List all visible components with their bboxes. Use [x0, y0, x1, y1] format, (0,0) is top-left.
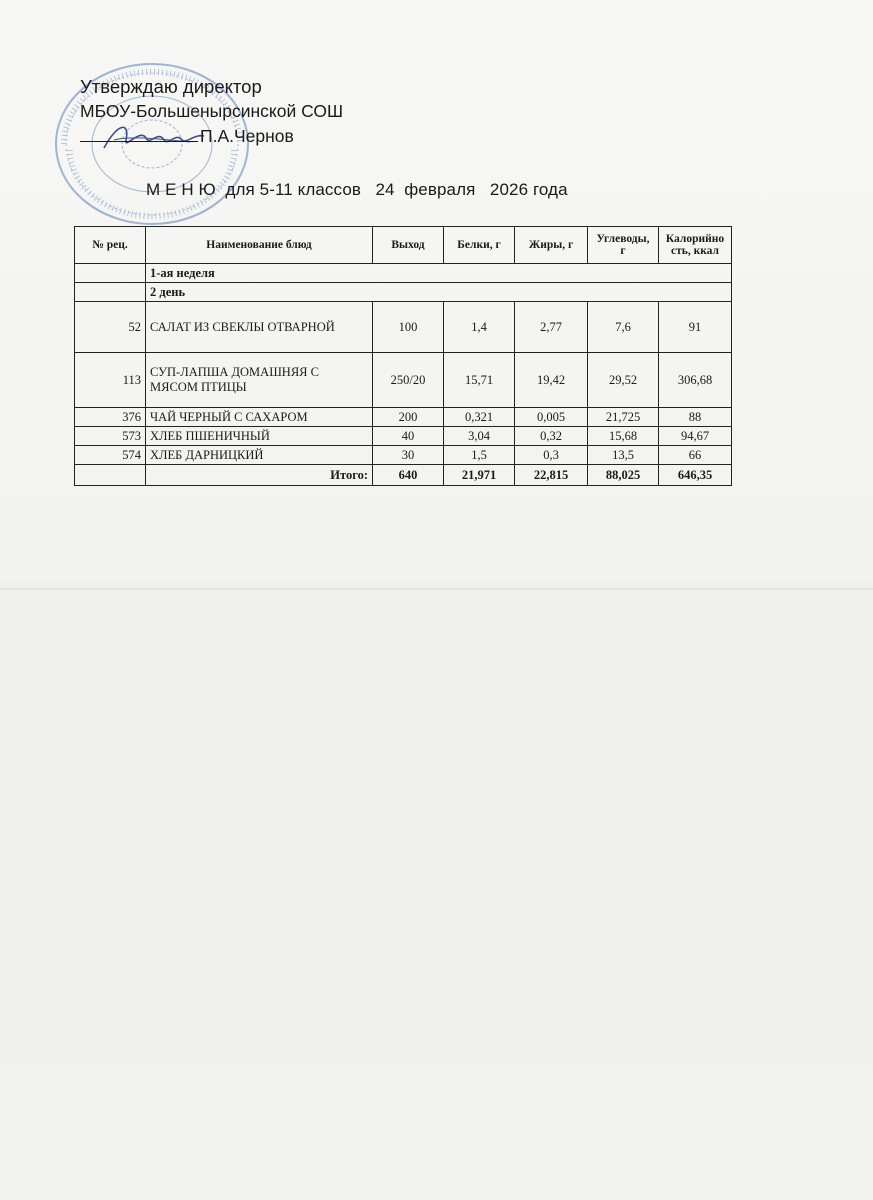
table-row	[75, 446, 732, 465]
yield-cell: 200	[373, 408, 444, 427]
director-line	[80, 124, 343, 149]
day-row	[75, 283, 732, 302]
dish-name: ЧАЙ ЧЕРНЫЙ С САХАРОМ	[146, 408, 373, 427]
director-name: П.А.Чернов	[200, 126, 294, 146]
dish-name: ХЛЕБ ДАРНИЦКИЙ	[146, 446, 373, 465]
table-row	[75, 302, 732, 353]
total-yield: 640	[373, 465, 444, 486]
protein-cell: 3,04	[444, 427, 515, 446]
col-fat: Жиры, г	[515, 227, 588, 264]
total-label: Итого:	[146, 465, 373, 486]
yield-cell: 30	[373, 446, 444, 465]
table-header-row	[75, 227, 732, 264]
yield-cell: 250/20	[373, 353, 444, 408]
yield-cell: 100	[373, 302, 444, 353]
recipe-code: 574	[75, 446, 146, 465]
school-name: МБОУ-Большенырсинской СОШ	[80, 101, 344, 121]
signature-underline	[80, 127, 198, 142]
recipe-code: 113	[75, 353, 146, 408]
protein-cell: 1,5	[444, 446, 515, 465]
table-row	[75, 353, 732, 408]
carbs-cell: 29,52	[588, 353, 659, 408]
protein-cell: 15,71	[444, 353, 515, 408]
protein-cell: 1,4	[444, 302, 515, 353]
protein-cell: 0,321	[444, 408, 515, 427]
day-row-code	[75, 283, 146, 302]
fat-cell: 0,005	[515, 408, 588, 427]
total-protein: 21,971	[444, 465, 515, 486]
approval-line: Утверждаю директор	[80, 76, 262, 97]
carbs-cell: 13,5	[588, 446, 659, 465]
col-recipe-no: № рец.	[75, 227, 146, 264]
kcal-cell: 88	[659, 408, 732, 427]
week-row-code	[75, 264, 146, 283]
fat-cell: 2,77	[515, 302, 588, 353]
kcal-cell: 306,68	[659, 353, 732, 408]
dish-name: ХЛЕБ ПШЕНИЧНЫЙ	[146, 427, 373, 446]
col-calories-line2: сть, ккал	[671, 245, 719, 257]
menu-table	[74, 226, 732, 486]
carbs-cell: 21,725	[588, 408, 659, 427]
carbs-cell: 15,68	[588, 427, 659, 446]
dish-name: СУП-ЛАПША ДОМАШНЯЯ С МЯСОМ ПТИЦЫ	[146, 353, 373, 408]
total-row	[75, 465, 732, 486]
table-row	[75, 427, 732, 446]
col-calories	[659, 227, 732, 264]
col-carbs-line2: г	[620, 245, 626, 257]
recipe-code: 376	[75, 408, 146, 427]
fat-cell: 19,42	[515, 353, 588, 408]
week-label: 1-ая неделя	[146, 264, 732, 283]
recipe-code: 573	[75, 427, 146, 446]
carbs-cell: 7,6	[588, 302, 659, 353]
kcal-cell: 91	[659, 302, 732, 353]
col-calories-line1: Калорийно	[665, 233, 725, 245]
yield-cell: 40	[373, 427, 444, 446]
menu-title: М Е Н Ю для 5-11 классов 24 февраля 2026 года	[146, 180, 568, 199]
approval-header	[80, 74, 343, 149]
total-empty-cell	[75, 465, 146, 486]
fat-cell: 0,3	[515, 446, 588, 465]
col-yield: Выход	[373, 227, 444, 264]
recipe-code: 52	[75, 302, 146, 353]
dish-name: САЛАТ ИЗ СВЕКЛЫ ОТВАРНОЙ	[146, 302, 373, 353]
col-dish-name: Наименование блюд	[146, 227, 373, 264]
total-carbs: 88,025	[588, 465, 659, 486]
col-protein: Белки, г	[444, 227, 515, 264]
total-fat: 22,815	[515, 465, 588, 486]
col-carbs	[588, 227, 659, 264]
paper-fold	[0, 588, 873, 590]
kcal-cell: 66	[659, 446, 732, 465]
fat-cell: 0,32	[515, 427, 588, 446]
total-kcal: 646,35	[659, 465, 732, 486]
table-row	[75, 408, 732, 427]
kcal-cell: 94,67	[659, 427, 732, 446]
col-carbs-line1: Углеводы,	[596, 233, 650, 245]
day-label: 2 день	[146, 283, 732, 302]
week-row	[75, 264, 732, 283]
